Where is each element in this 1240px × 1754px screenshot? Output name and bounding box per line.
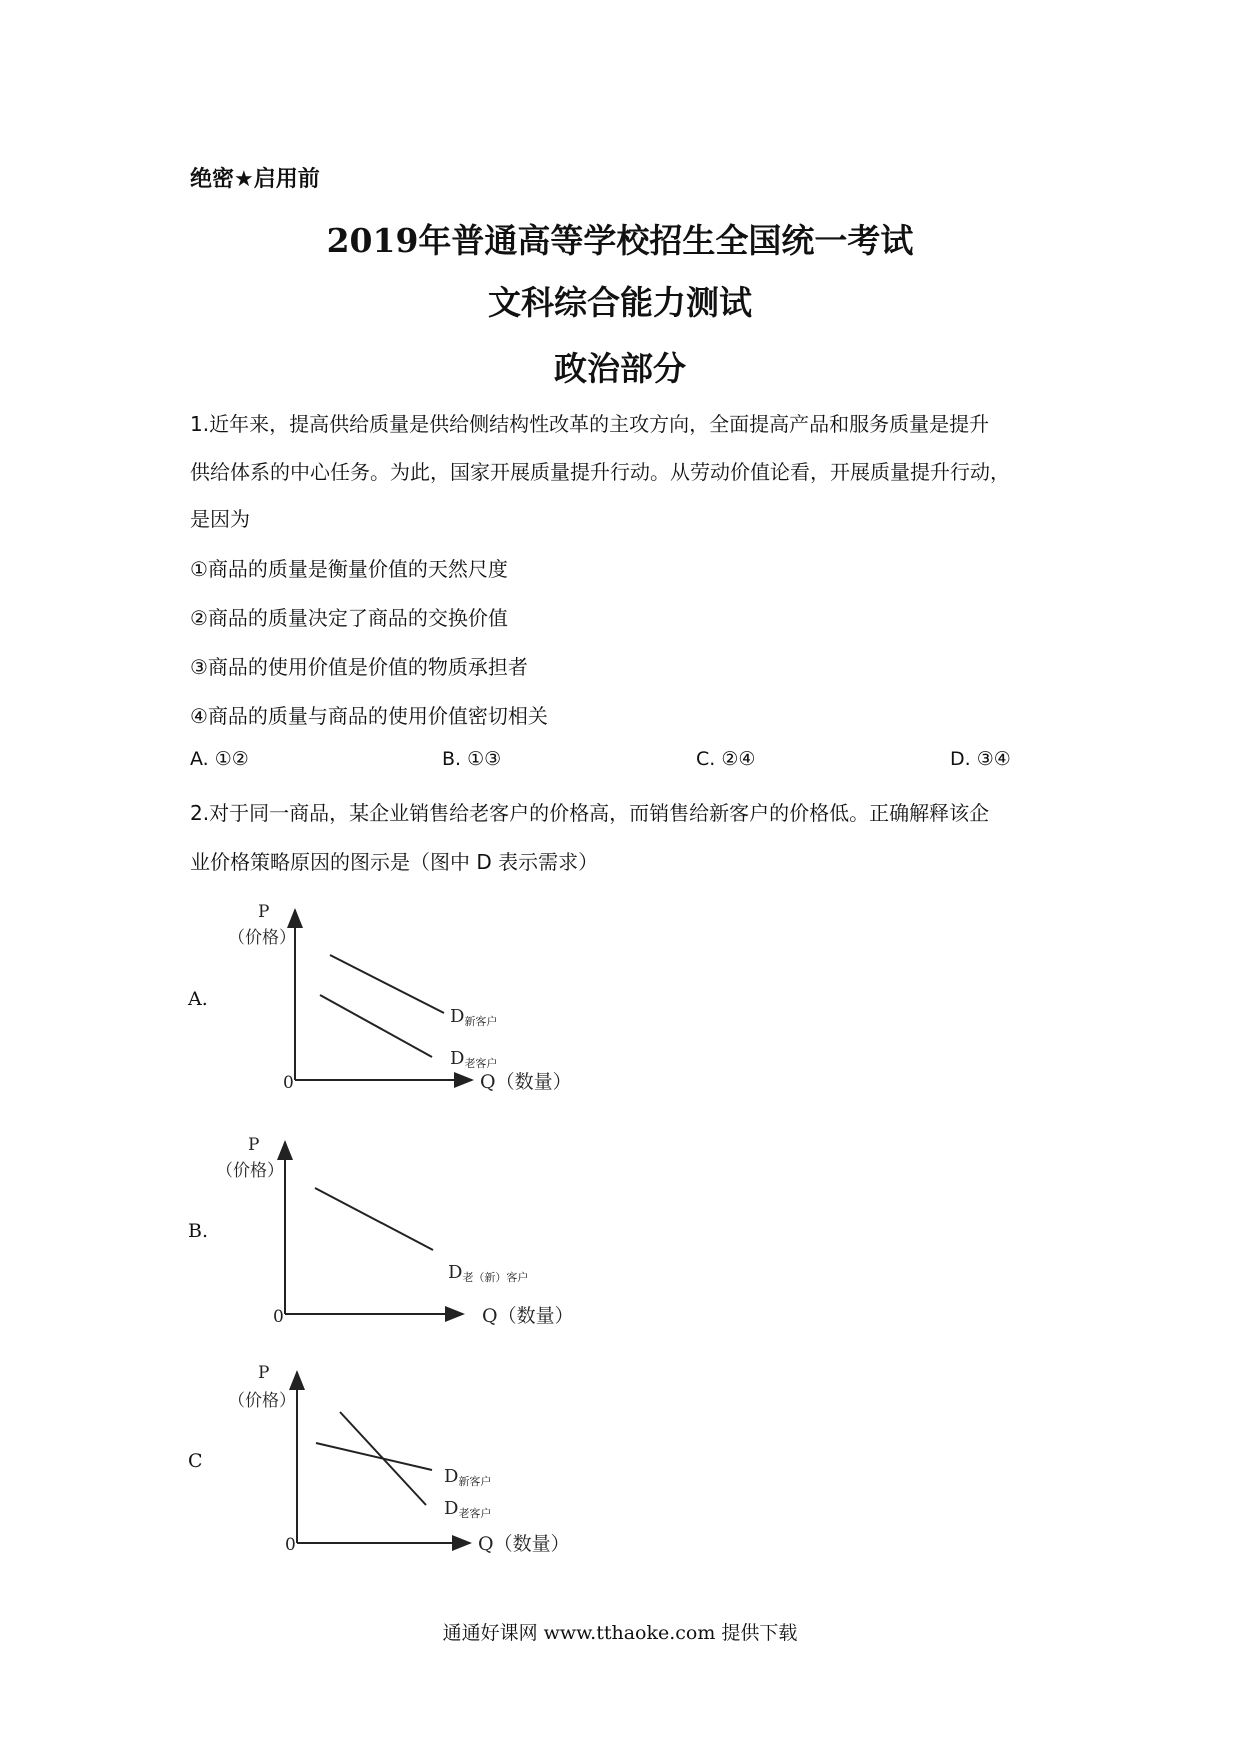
chart-c-origin: 0 <box>285 1535 296 1555</box>
chart-a-p-unit: （价格） <box>228 928 296 948</box>
statement-3: ③商品的使用价值是价值的物质承担者 <box>190 655 528 679</box>
chart-a-p-label: P <box>258 902 270 922</box>
chart-c-curve-new-label: D新客户 <box>444 1466 492 1488</box>
statement-1: ①商品的质量是衡量价值的天然尺度 <box>190 557 508 581</box>
exam-title: 2019年普通高等学校招生全国统一考试 <box>326 221 914 260</box>
chart-b-p-label: P <box>248 1135 260 1155</box>
chart-b-p-unit: （价格） <box>216 1161 284 1181</box>
chart-c-curve-old <box>340 1412 426 1505</box>
chart-c-p-label: P <box>258 1363 270 1383</box>
chart-a-curve-new-label: D新客户 <box>450 1006 498 1028</box>
chart-b-q-label: Q（数量） <box>482 1305 574 1327</box>
chart-c-p-unit: （价格） <box>228 1391 296 1411</box>
chart-b-curve-label: D老（新）客户 <box>448 1262 529 1284</box>
statement-4: ④商品的质量与商品的使用价值密切相关 <box>190 704 548 728</box>
option-d: D. ③④ <box>950 748 1011 770</box>
option-b: B. ①③ <box>442 748 502 770</box>
question-2-line-2: 业价格策略原因的图示是（图中 D 表示需求） <box>190 850 599 874</box>
chart-c-q-label: Q（数量） <box>478 1533 570 1555</box>
chart-c-curve-new <box>316 1443 432 1470</box>
option-a: A. ①② <box>190 748 249 770</box>
section-title: 政治部分 <box>554 349 686 388</box>
secret-label: 绝密★启用前 <box>190 167 320 192</box>
footer-source: 通通好课网 www.tthaoke.com 提供下载 <box>442 1622 798 1644</box>
question-2-line-1: 2.对于同一商品，某企业销售给老客户的价格高，而销售给新客户的价格低。正确解释该企 <box>190 801 990 825</box>
chart-b-origin: 0 <box>273 1307 284 1327</box>
chart-c-curve-old-label: D老客户 <box>444 1498 492 1520</box>
statement-2: ②商品的质量决定了商品的交换价值 <box>190 606 508 630</box>
chart-a-label: A. <box>188 988 208 1010</box>
chart-a-q-label: Q（数量） <box>480 1071 572 1093</box>
option-c: C. ②④ <box>696 748 756 770</box>
chart-a-origin: 0 <box>283 1073 294 1093</box>
chart-a-curve-old-label: D老客户 <box>450 1048 498 1070</box>
question-1-line-3: 是因为 <box>190 507 250 531</box>
question-1-line-1: 1.近年来，提高供给质量是供给侧结构性改革的主攻方向，全面提高产品和服务质量是提升 <box>190 412 990 436</box>
chart-c-label: C <box>188 1450 203 1472</box>
exam-subtitle: 文科综合能力测试 <box>488 283 752 322</box>
question-1-line-2: 供给体系的中心任务。为此，国家开展质量提升行动。从劳动价值论看，开展质量提升行动， <box>190 460 1010 484</box>
chart-b-label: B. <box>188 1220 209 1242</box>
